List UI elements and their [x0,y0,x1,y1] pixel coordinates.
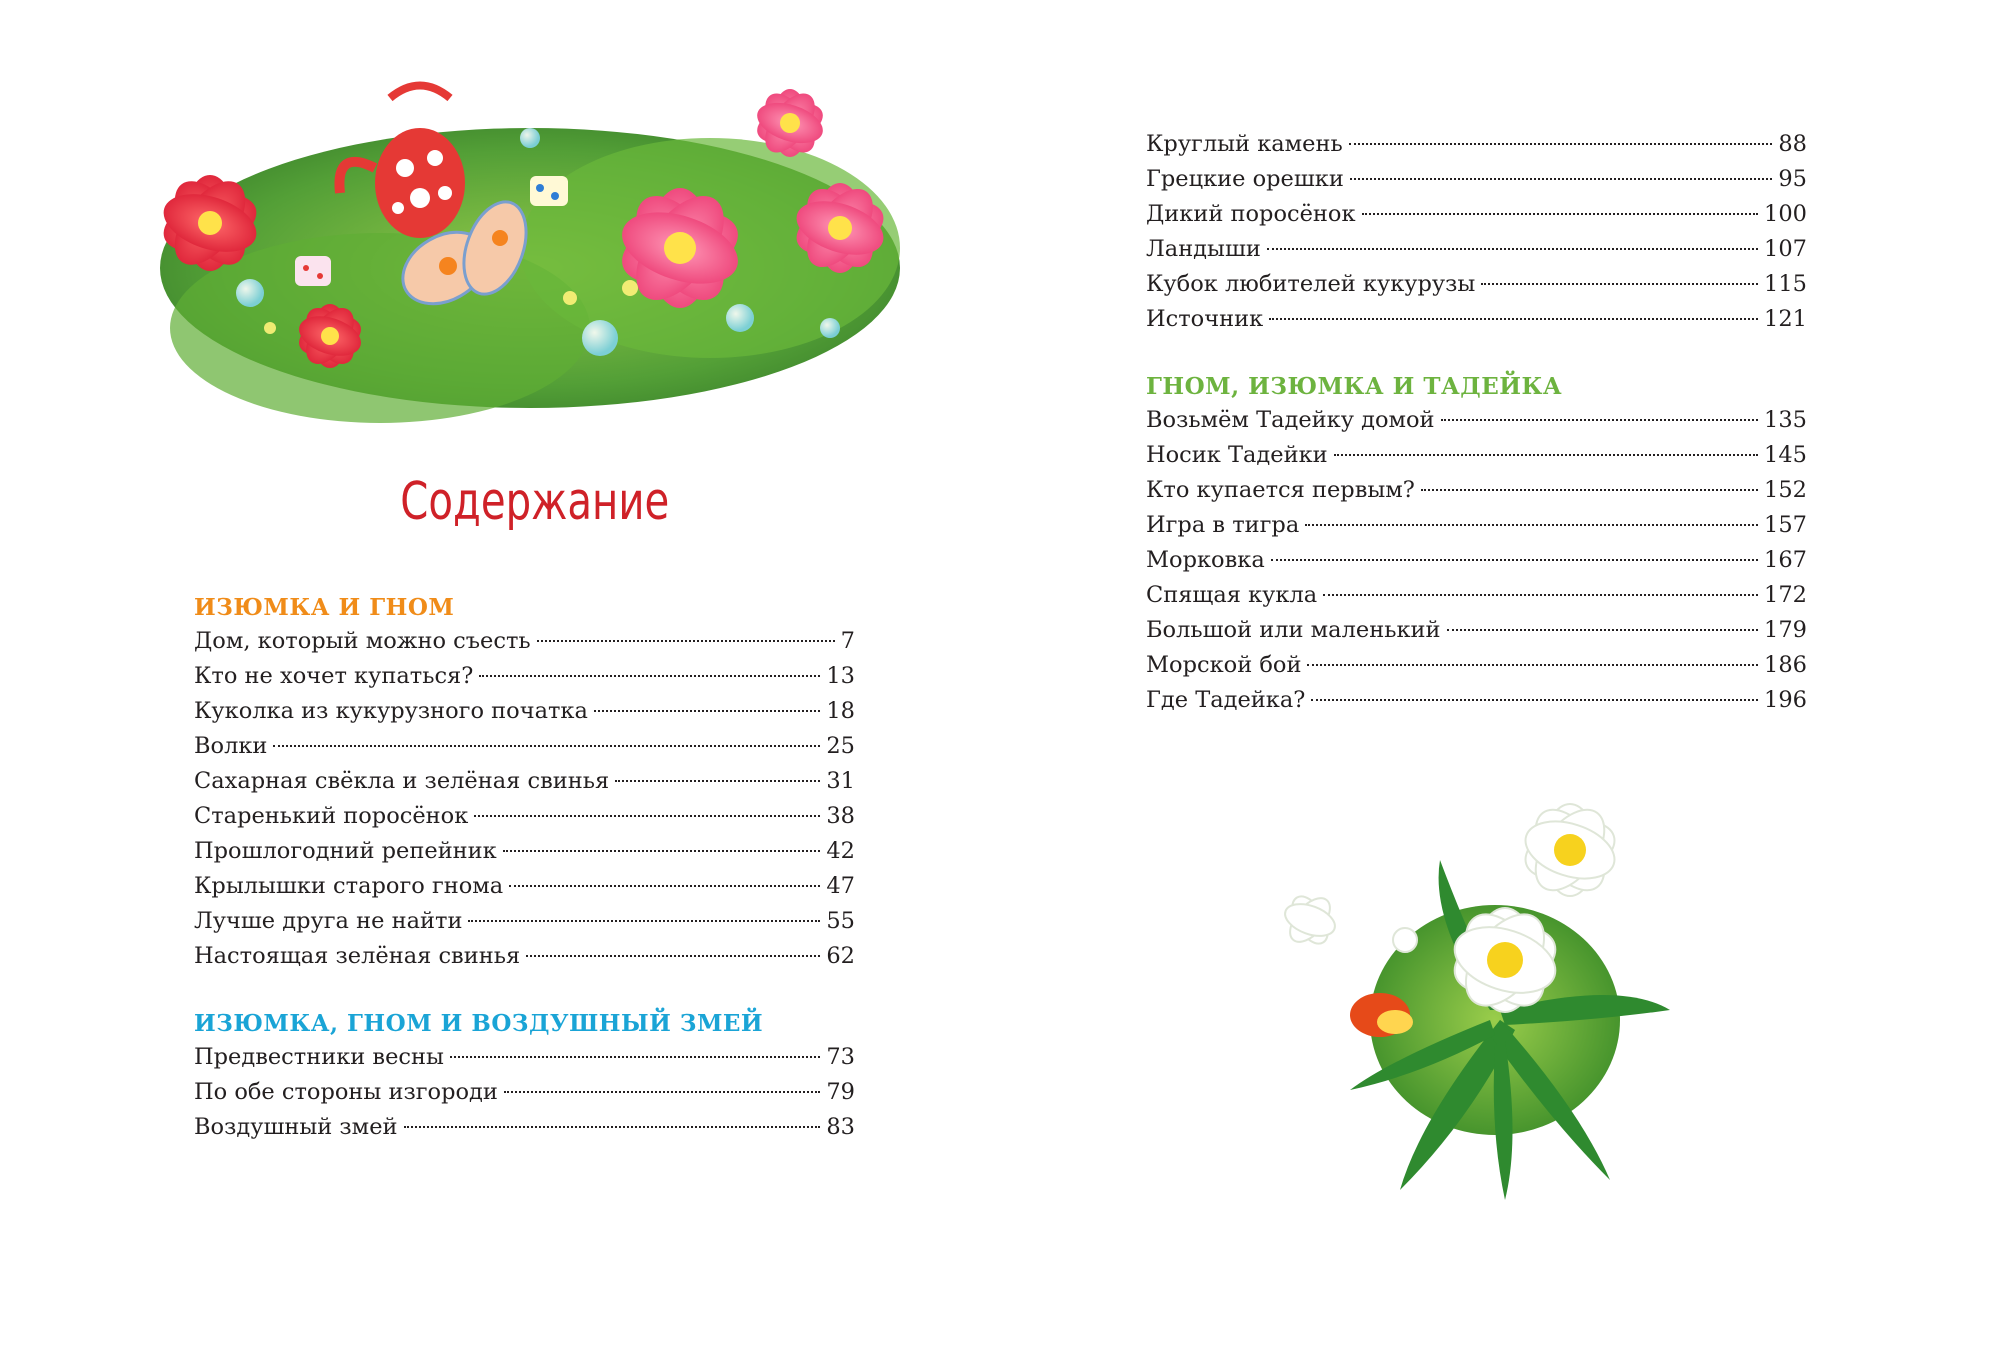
entry-title: Носик Тадейки [1146,442,1328,468]
toc-entry[interactable] [1146,197,1807,232]
toc-entry[interactable] [194,799,855,834]
cup-icon-right [530,176,568,206]
entry-page: 121 [1764,306,1807,332]
dot-leader [504,1091,820,1093]
toc-entry[interactable] [1146,578,1807,613]
dot-leader [1350,178,1773,180]
dot-leader [1421,489,1758,491]
entry-title: Настоящая зелёная свинья [194,943,521,969]
entry-title: Ландыши [1146,236,1261,262]
dot-leader [594,710,820,712]
dot-leader [503,850,821,852]
entry-title: По обе стороны изгороди [194,1079,498,1105]
toc-left-column [194,592,855,1145]
entry-title: Морковка [1146,547,1265,573]
page-title: Содержание [400,472,670,532]
entry-page: 73 [826,1044,855,1070]
section-heading: ИЗЮМКА И ГНОМ [194,594,455,621]
entry-page: 62 [826,943,855,969]
section-heading: ГНОМ, ИЗЮМКА И ТАДЕЙКА [1146,373,1563,400]
dot-leader [1334,454,1758,456]
entry-title: Крылышки старого гнома [194,873,504,899]
entry-title: Дикий поросёнок [1146,201,1356,227]
entry-title: Волки [194,733,268,759]
toc-entry[interactable] [194,939,855,974]
entry-title: Сахарная свёкла и зелёная свинья [194,768,610,794]
entry-page: 83 [826,1114,855,1140]
dot-leader [537,640,835,642]
dot-leader [404,1126,821,1128]
toc-entry[interactable] [1146,127,1807,162]
entry-page: 7 [840,628,855,654]
dot-leader [468,920,820,922]
entry-title: Где Тадейка? [1146,687,1306,713]
entry-page: 135 [1764,407,1807,433]
entry-page: 145 [1764,442,1807,468]
dot-leader [615,780,820,782]
bubble [236,279,264,307]
entry-title: Кто не хочет купаться? [194,663,474,689]
dot-leader [1481,283,1758,285]
toc-entry[interactable] [194,624,855,659]
dot-leader [1271,559,1758,561]
toc-entry[interactable] [194,764,855,799]
toc-entry[interactable] [194,1075,855,1110]
dot-leader [1441,419,1758,421]
toc-entry[interactable] [194,729,855,764]
entry-title: Дом, который можно съесть [194,628,531,654]
entry-page: 55 [826,908,855,934]
meadow-illustration [150,78,910,428]
toc-entry[interactable] [194,834,855,869]
toc-entry[interactable] [1146,683,1807,718]
toc-entry[interactable] [194,904,855,939]
toc-entry[interactable] [1146,302,1807,337]
dot-leader [273,745,820,747]
entry-title: Возьмём Тадейку домой [1146,407,1435,433]
dot-leader [1305,524,1758,526]
toc-entry[interactable] [194,869,855,904]
entry-page: 79 [826,1079,855,1105]
section-heading: ИЗЮМКА, ГНОМ И ВОЗДУШНЫЙ ЗМЕЙ [194,1010,764,1037]
entry-page: 13 [826,663,855,689]
entry-title: Лучше друга не найти [194,908,463,934]
cup-icon-left [295,256,331,286]
toc-entry[interactable] [1146,543,1807,578]
dot-leader [509,885,820,887]
toc-entry[interactable] [1146,648,1807,683]
dot-leader [1323,594,1758,596]
entry-page: 18 [826,698,855,724]
entry-page: 157 [1764,512,1807,538]
toc-entry[interactable] [1146,403,1807,438]
entry-page: 38 [826,803,855,829]
dot-leader [474,815,820,817]
entry-title: Воздушный змей [194,1114,398,1140]
entry-page: 95 [1778,166,1807,192]
entry-title: Грецкие орешки [1146,166,1344,192]
entry-title: Источник [1146,306,1264,332]
toc-entry[interactable] [1146,232,1807,267]
flowers-illustration [1250,760,1720,1200]
entry-title: Кто купается первым? [1146,477,1415,503]
entry-page: 47 [826,873,855,899]
entry-title: Кубок любителей кукурузы [1146,271,1476,297]
toc-entry[interactable] [194,659,855,694]
toc-entry[interactable] [194,1110,855,1145]
toc-entry[interactable] [194,1040,855,1075]
dot-leader [1269,318,1758,320]
toc-entry[interactable] [194,694,855,729]
toc-entry[interactable] [1146,613,1807,648]
dot-leader [1311,699,1758,701]
entry-page: 100 [1764,201,1807,227]
entry-page: 172 [1764,582,1807,608]
entry-title: Прошлогодний репейник [194,838,497,864]
entry-title: Круглый камень [1146,131,1343,157]
dot-leader [1362,213,1759,215]
toc-entry[interactable] [1146,438,1807,473]
dot-leader [450,1056,820,1058]
toc-entry[interactable] [1146,162,1807,197]
entry-title: Старенький поросёнок [194,803,469,829]
entry-page: 167 [1764,547,1807,573]
entry-page: 196 [1764,687,1807,713]
entry-page: 152 [1764,477,1807,503]
toc-entry[interactable] [1146,267,1807,302]
entry-title: Игра в тигра [1146,512,1300,538]
dot-leader [1307,664,1758,666]
dot-leader [1349,143,1773,145]
bubble [820,318,840,338]
entry-title: Морской бой [1146,652,1302,678]
dot-leader [1447,629,1759,631]
entry-page: 179 [1764,617,1807,643]
right-page [1000,0,2000,1356]
entry-title: Куколка из кукурузного початка [194,698,588,724]
entry-title: Спящая кукла [1146,582,1318,608]
entry-page: 186 [1764,652,1807,678]
entry-page: 88 [1778,131,1807,157]
dot-leader [1267,248,1758,250]
entry-page: 115 [1764,271,1807,297]
toc-entry[interactable] [1146,508,1807,543]
dot-leader [526,955,820,957]
toc-entry[interactable] [1146,473,1807,508]
entry-page: 25 [826,733,855,759]
bubble [726,304,754,332]
entry-title: Предвестники весны [194,1044,444,1070]
bubble [582,320,618,356]
bubble [520,128,540,148]
entry-page: 107 [1764,236,1807,262]
entry-page: 42 [826,838,855,864]
entry-page: 31 [826,768,855,794]
entry-title: Большой или маленький [1146,617,1441,643]
toc-right-column [1146,127,1807,718]
dot-leader [479,675,820,677]
